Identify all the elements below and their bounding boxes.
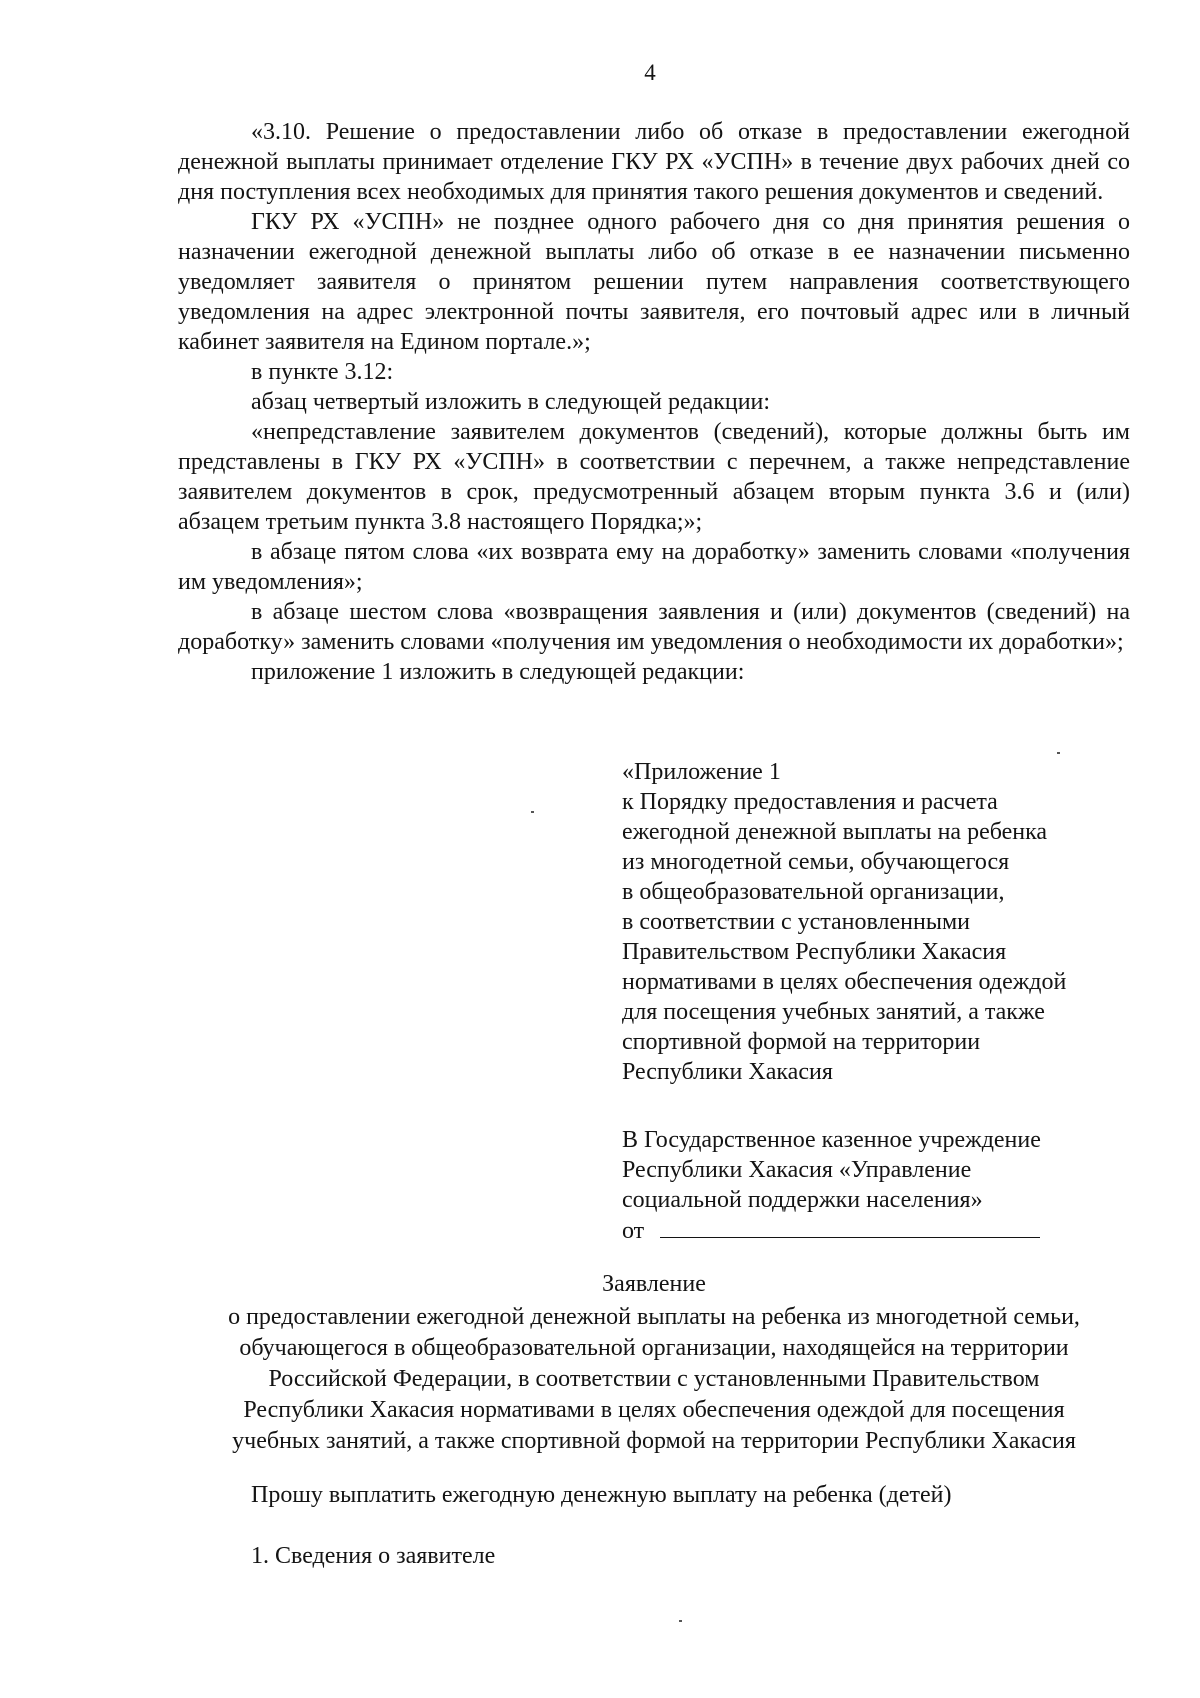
subtitle-line: Республики Хакасия нормативами в целях обеспечения одеждой для посещения <box>243 1397 1065 1423</box>
from-label: от <box>622 1218 645 1244</box>
appendix-line: Правительством Республики Хакасия <box>622 939 1007 965</box>
appendix-line: Республики Хакасия <box>622 1059 833 1085</box>
subtitle-line: учебных занятий, а также спортивной формой на территории Республики Хакасия <box>232 1428 1076 1454</box>
appendix-line: к Порядку предоставления и расчета <box>622 789 998 815</box>
statement-subtitle <box>168 1302 1140 1457</box>
statement-title: Заявление <box>602 1271 706 1297</box>
body-text <box>178 117 1130 687</box>
appendix-line: для посещения учебных занятий, а также <box>622 999 1045 1025</box>
paragraph-non-submission: «непредставление заявителем документов (сведений), которые должны быть им представлены в ГКУ РХ «УСПН» в соответствии с перечнем, а также непредставление заявителем документов в срок, предусмотренный абзацем вторым пункта 3.6 и (или) абзацем третьим пункта 3.8 настоящего Порядка;»; <box>178 419 1130 535</box>
appendix-line: из многодетной семьи, обучающегося <box>622 849 1010 875</box>
recipient-block <box>622 1125 1142 1246</box>
page-number: 4 <box>644 60 656 85</box>
appendix-header <box>622 757 1142 1087</box>
section-heading-applicant: 1. Сведения о заявителе <box>251 1543 496 1569</box>
paragraph-3-10: «3.10. Решение о предоставлении либо об отказе в предоставлении ежегодной денежной выплаты принимает отделение ГКУ РХ «УСПН» в течение двух рабочих дней со дня поступления всех необходимых для принятия такого решения документов и сведений. <box>178 119 1130 205</box>
recipient-line: В Государственное казенное учреждение <box>622 1127 1041 1153</box>
request-text: Прошу выплатить ежегодную денежную выплату на ребенка (детей) <box>251 1482 952 1508</box>
appendix-line: в общеобразовательной организации, <box>622 879 1005 905</box>
paragraph-point-3-12: в пункте 3.12: <box>251 359 394 385</box>
scan-speck <box>531 811 534 813</box>
appendix-line: нормативами в целях обеспечения одеждой <box>622 969 1067 995</box>
paragraph-fifth-clause: в абзаце пятом слова «их возврата ему на доработку» заменить словами «получения им уведомления»; <box>178 539 1130 595</box>
paragraph-notification: ГКУ РХ «УСПН» не позднее одного рабочего дня со дня принятия решения о назначении ежегодной денежной выплаты либо об отказе в ее назначении письменно уведомляет заявителя о принятом решении путем направления соответствующего уведомления на адрес электронной почты заявителя, его почтовый адрес или в личный кабинет заявителя на Едином портале.»; <box>178 209 1130 355</box>
recipient-line: социальной поддержки населения» <box>622 1187 983 1213</box>
subtitle-line: обучающегося в общеобразовательной организации, находящейся на территории <box>239 1335 1069 1361</box>
scan-speck <box>679 1620 682 1622</box>
paragraph-appendix-intro: приложение 1 изложить в следующей редакции: <box>251 659 745 685</box>
from-line <box>622 1215 1142 1246</box>
paragraph-fourth-clause: абзац четвертый изложить в следующей редакции: <box>251 389 771 415</box>
appendix-line: «Приложение 1 <box>622 759 781 785</box>
subtitle-line: Российской Федерации, в соответствии с установленными Правительством <box>268 1366 1040 1392</box>
paragraph-sixth-clause: в абзаце шестом слова «возвращения заявления и (или) документов (сведений) на доработку» заменить словами «получения им уведомления о необходимости их доработки»; <box>178 599 1130 655</box>
appendix-line: в соответствии с установленными <box>622 909 971 935</box>
subtitle-line: о предоставлении ежегодной денежной выплаты на ребенка из многодетной семьи, <box>228 1304 1080 1330</box>
appendix-line: спортивной формой на территории <box>622 1029 981 1055</box>
recipient-line: Республики Хакасия «Управление <box>622 1157 972 1183</box>
appendix-line: ежегодной денежной выплаты на ребенка <box>622 819 1048 845</box>
from-blank-field[interactable] <box>660 1215 1040 1238</box>
scan-speck <box>1057 752 1060 754</box>
